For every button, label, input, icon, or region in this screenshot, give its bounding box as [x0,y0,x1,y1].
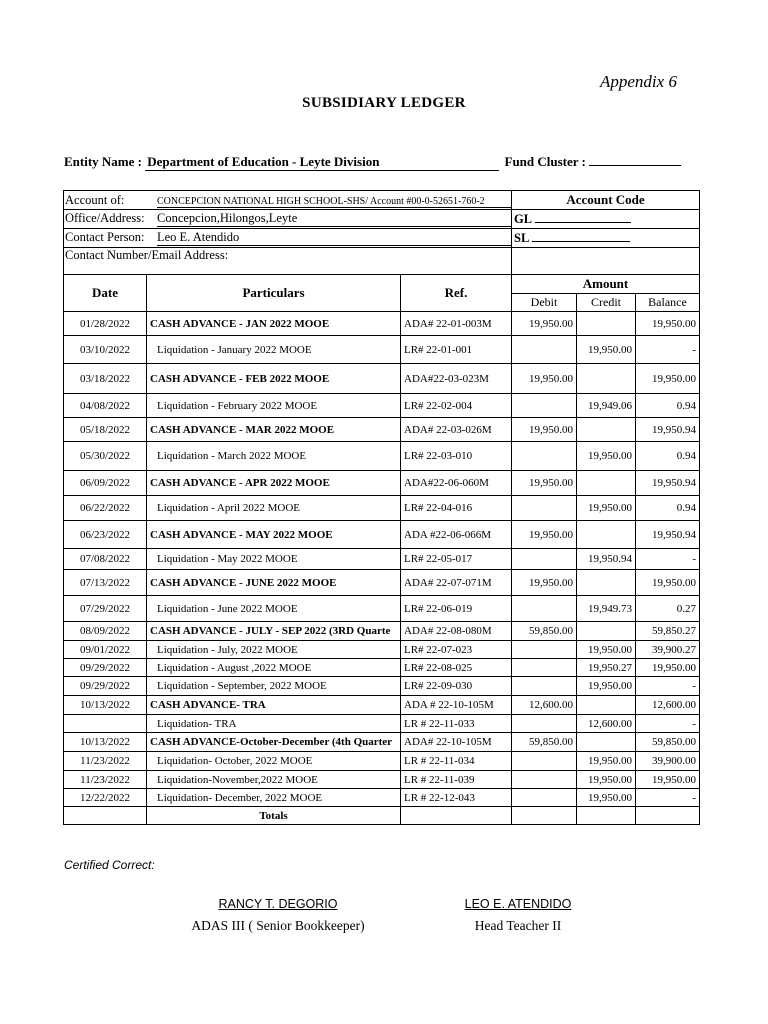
row-date: 06/09/2022 [64,471,147,496]
row-credit: 19,950.94 [577,549,636,570]
row-balance: 39,900.27 [636,641,700,659]
row-debit [512,771,577,789]
account-code-blank [512,248,700,275]
row-particulars: CASH ADVANCE - FEB 2022 MOOE [147,364,401,394]
row-ref: LR# 22-06-019 [401,596,512,622]
row-ref: LR # 22-11-034 [401,752,512,771]
contact-number-label: Contact Number/Email Address: [65,248,229,262]
row-credit: 19,950.00 [577,496,636,521]
row-particulars: CASH ADVANCE - JULY - SEP 2022 (3RD Quarte [147,622,401,641]
account-of-value: CONCEPCION NATIONAL HIGH SCHOOL-SHS/ Account #00-0-52651-760-2 [157,196,512,208]
signer1-title: ADAS III ( Senior Bookkeeper) [191,918,365,933]
row-debit [512,442,577,471]
row-date: 06/23/2022 [64,521,147,549]
row-credit: 19,950.00 [577,677,636,696]
row-balance: 19,950.00 [636,570,700,596]
col-date: Date [64,275,147,312]
row-ref: LR# 22-05-017 [401,549,512,570]
row-date: 06/22/2022 [64,496,147,521]
row-debit: 19,950.00 [512,570,577,596]
totals-cell-balance [636,807,700,825]
office-cell [64,210,512,229]
row-credit [577,570,636,596]
row-debit: 19,950.00 [512,312,577,336]
row-particulars: CASH ADVANCE-October-December (4th Quarter [147,733,401,752]
office-value: Concepcion,Hilongos,Leyte [157,211,512,227]
table-row [64,336,700,364]
row-particulars: Liquidation - August ,2022 MOOE [147,659,401,677]
row-date: 04/08/2022 [64,394,147,418]
row-date: 09/29/2022 [64,659,147,677]
row-date: 07/29/2022 [64,596,147,622]
row-balance: - [636,715,700,733]
row-credit: 19,950.27 [577,659,636,677]
row-credit: 19,950.00 [577,771,636,789]
row-balance: 19,950.94 [636,418,700,442]
row-balance: 19,950.94 [636,471,700,496]
row-particulars: CASH ADVANCE - MAY 2022 MOOE [147,521,401,549]
account-of-label: Account of: [65,192,125,207]
row-ref: LR# 22-03-010 [401,442,512,471]
row-balance: - [636,677,700,696]
row-debit [512,549,577,570]
appendix-label: Appendix 6 [600,72,677,91]
row-ref: ADA# 22-10-105M [401,733,512,752]
table-row [64,733,700,752]
fund-cluster-line [589,165,681,166]
row-credit: 19,949.73 [577,596,636,622]
row-ref: LR# 22-09-030 [401,677,512,696]
row-debit [512,789,577,807]
row-ref: ADA# 22-03-026M [401,418,512,442]
totals-cell-ref [401,807,512,825]
row-balance: 0.94 [636,394,700,418]
row-date: 01/28/2022 [64,312,147,336]
row-date: 11/23/2022 [64,752,147,771]
row-particulars: CASH ADVANCE - MAR 2022 MOOE [147,418,401,442]
table-row [64,696,700,715]
table-row [64,789,700,807]
table-row [64,496,700,521]
row-date: 11/23/2022 [64,771,147,789]
row-date: 10/13/2022 [64,733,147,752]
table-row [64,521,700,549]
row-particulars: Liquidation - July, 2022 MOOE [147,641,401,659]
row-date: 08/09/2022 [64,622,147,641]
row-debit [512,394,577,418]
row-credit [577,418,636,442]
row-date: 05/18/2022 [64,418,147,442]
row-debit: 12,600.00 [512,696,577,715]
ledger-footer [64,807,700,825]
row-balance: 59,850.00 [636,733,700,752]
row-ref: ADA # 22-10-105M [401,696,512,715]
row-ref: LR# 22-08-025 [401,659,512,677]
totals-label: Totals [147,807,401,825]
totals-cell-debit [512,807,577,825]
ledger-header [64,275,700,312]
row-balance: 0.94 [636,496,700,521]
row-balance: - [636,336,700,364]
row-credit [577,696,636,715]
row-ref: ADA#22-03-023M [401,364,512,394]
row-credit: 19,950.00 [577,641,636,659]
row-balance: 0.94 [636,442,700,471]
account-code-label: Account Code [512,191,700,210]
gl-line [535,222,631,223]
row-credit [577,521,636,549]
col-debit: Debit [512,294,577,312]
page-title: SUBSIDIARY LEDGER [302,95,466,111]
signer1-name: RANCY T. DEGORIO [218,897,338,911]
contact-value: Leo E. Atendido [157,230,512,246]
row-credit: 19,950.00 [577,442,636,471]
row-date: 07/08/2022 [64,549,147,570]
col-particulars: Particulars [147,275,401,312]
totals-cell-credit [577,807,636,825]
table-row [64,549,700,570]
entity-name-label: Entity Name : [64,154,142,169]
entity-name-value: Department of Education - Leyte Division [145,154,499,171]
row-debit: 19,950.00 [512,471,577,496]
row-particulars: Liquidation- TRA [147,715,401,733]
row-balance: 12,600.00 [636,696,700,715]
row-debit [512,496,577,521]
row-credit: 19,950.00 [577,789,636,807]
row-debit: 59,850.00 [512,622,577,641]
row-debit: 19,950.00 [512,418,577,442]
row-debit [512,752,577,771]
table-row [64,641,700,659]
row-particulars: Liquidation- December, 2022 MOOE [147,789,401,807]
table-row [64,715,700,733]
sl-label: SL [514,230,530,245]
table-row [64,418,700,442]
row-balance: 19,950.94 [636,521,700,549]
totals-cell-date [64,807,147,825]
row-balance: 0.27 [636,596,700,622]
row-balance: - [636,549,700,570]
row-particulars: CASH ADVANCE - APR 2022 MOOE [147,471,401,496]
row-particulars: Liquidation - September, 2022 MOOE [147,677,401,696]
row-credit [577,312,636,336]
office-label: Office/Address: [65,211,145,225]
table-row [64,442,700,471]
row-balance: 19,950.00 [636,312,700,336]
signer2-title: Head Teacher II [474,918,562,933]
row-ref: LR # 22-11-033 [401,715,512,733]
entity-row [64,154,681,171]
signer2-name: LEO E. ATENDIDO [464,897,572,911]
row-credit [577,364,636,394]
row-date: 09/01/2022 [64,641,147,659]
row-credit: 12,600.00 [577,715,636,733]
row-particulars: Liquidation - January 2022 MOOE [147,336,401,364]
fund-cluster-label: Fund Cluster : [504,154,586,169]
row-credit [577,733,636,752]
row-date: 03/10/2022 [64,336,147,364]
row-debit [512,659,577,677]
row-credit [577,622,636,641]
row-date: 09/29/2022 [64,677,147,696]
row-ref: LR# 22-04-016 [401,496,512,521]
row-credit [577,471,636,496]
row-ref: ADA# 22-08-080M [401,622,512,641]
row-debit [512,336,577,364]
ledger-body [64,312,700,807]
row-particulars: Liquidation - April 2022 MOOE [147,496,401,521]
row-balance: 19,950.00 [636,364,700,394]
row-particulars: Liquidation-November,2022 MOOE [147,771,401,789]
row-date: 10/13/2022 [64,696,147,715]
row-date: 12/22/2022 [64,789,147,807]
row-ref: ADA #22-06-066M [401,521,512,549]
contact-number-cell [64,248,512,275]
row-ref: LR# 22-07-023 [401,641,512,659]
certified-correct-label: Certified Correct: [64,858,155,872]
row-particulars: Liquidation- October, 2022 MOOE [147,752,401,771]
sl-cell [512,229,700,248]
col-amount: Amount [512,275,700,294]
row-debit: 59,850.00 [512,733,577,752]
table-row [64,677,700,696]
row-date: 03/18/2022 [64,364,147,394]
row-ref: ADA# 22-01-003M [401,312,512,336]
contact-label: Contact Person: [65,230,145,244]
gl-label: GL [514,211,533,226]
account-info-block [64,191,700,275]
col-ref: Ref. [401,275,512,312]
table-row [64,570,700,596]
row-particulars: CASH ADVANCE - JAN 2022 MOOE [147,312,401,336]
row-debit: 19,950.00 [512,521,577,549]
row-ref: LR # 22-12-043 [401,789,512,807]
row-credit: 19,950.00 [577,752,636,771]
row-balance: 59,850.27 [636,622,700,641]
table-row [64,364,700,394]
row-balance: 19,950.00 [636,659,700,677]
account-of-cell [64,191,512,210]
table-row [64,394,700,418]
row-balance: 19,950.00 [636,771,700,789]
row-credit: 19,949.06 [577,394,636,418]
row-date [64,715,147,733]
row-debit [512,715,577,733]
contact-cell [64,229,512,248]
row-particulars: CASH ADVANCE- TRA [147,696,401,715]
row-debit: 19,950.00 [512,364,577,394]
table-row [64,622,700,641]
sl-line [532,241,630,242]
table-row [64,771,700,789]
row-credit: 19,950.00 [577,336,636,364]
row-ref: ADA# 22-07-071M [401,570,512,596]
ledger-table [63,190,700,825]
table-row [64,659,700,677]
row-date: 05/30/2022 [64,442,147,471]
table-row [64,596,700,622]
table-row [64,312,700,336]
row-particulars: CASH ADVANCE - JUNE 2022 MOOE [147,570,401,596]
table-row [64,752,700,771]
col-balance: Balance [636,294,700,312]
row-debit [512,641,577,659]
gl-cell [512,210,700,229]
row-debit [512,596,577,622]
row-ref: LR# 22-02-004 [401,394,512,418]
row-balance: - [636,789,700,807]
row-particulars: Liquidation - June 2022 MOOE [147,596,401,622]
table-row [64,471,700,496]
row-particulars: Liquidation - March 2022 MOOE [147,442,401,471]
row-particulars: Liquidation - February 2022 MOOE [147,394,401,418]
row-ref: LR# 22-01-001 [401,336,512,364]
row-balance: 39,900.00 [636,752,700,771]
row-debit [512,677,577,696]
row-particulars: Liquidation - May 2022 MOOE [147,549,401,570]
row-ref: ADA#22-06-060M [401,471,512,496]
row-date: 07/13/2022 [64,570,147,596]
row-ref: LR # 22-11-039 [401,771,512,789]
col-credit: Credit [577,294,636,312]
